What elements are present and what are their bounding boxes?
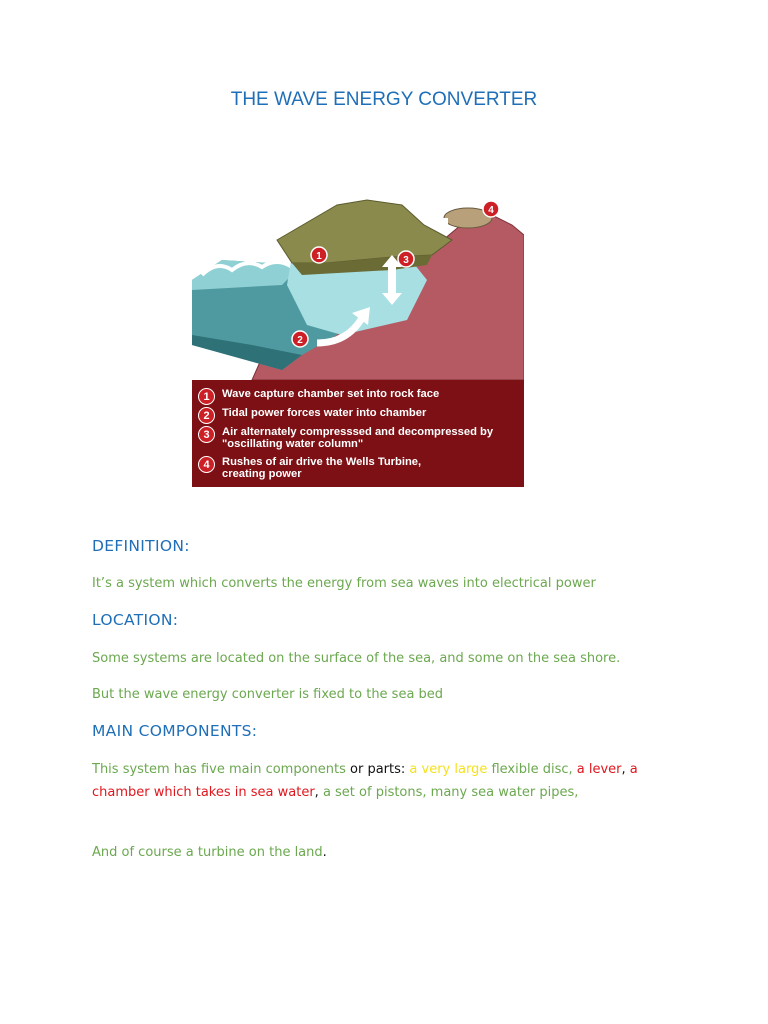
- definition-text: It’s a system which converts the energy from sea waves into electrical power: [92, 576, 596, 591]
- chamber-roof: [277, 200, 452, 263]
- or-parts-text: or parts: [350, 762, 401, 777]
- location-text-2: But the wave energy converter is fixed to the sea bed: [92, 687, 444, 702]
- lever-text: a lever: [576, 762, 622, 777]
- legend-item-3: [198, 426, 512, 450]
- marker-1: [311, 247, 327, 263]
- components-text: This system has five main components or parts: a very large flexible disc, a lever, a chamber which takes in sea water, a set of pistons, many sea water pipes,: [92, 762, 638, 800]
- page-title: THE WAVE ENERGY CONVERTER: [230, 89, 538, 110]
- components-text-2: And of course a turbine on the land.: [92, 845, 327, 860]
- legend-number: 4: [198, 456, 215, 473]
- diagram-illustration: [192, 185, 524, 380]
- svg-text:4: 4: [488, 205, 494, 216]
- diagram-legend: [192, 380, 524, 487]
- legend-item-2: [198, 407, 426, 424]
- marker-2: [292, 331, 308, 347]
- legend-item-1: [198, 388, 439, 405]
- svg-text:2: 2: [297, 335, 303, 346]
- very-large-text: a very large: [409, 762, 488, 777]
- legend-number: 2: [198, 407, 215, 424]
- legend-number: 1: [198, 388, 215, 405]
- definition-heading: DEFINITION:: [92, 537, 190, 555]
- legend-item-4: [198, 456, 452, 480]
- legend-text: Rushes of air drive the Wells Turbine, creating power: [222, 456, 422, 480]
- marker-3: [398, 251, 414, 267]
- legend-number: 3: [198, 426, 215, 443]
- components-heading: MAIN COMPONENTS:: [92, 722, 258, 740]
- legend-text: Wave capture chamber set into rock face: [222, 388, 440, 400]
- legend-text: Air alternately compresssed and decompressed by "oscillating water column": [222, 426, 494, 450]
- svg-text:3: 3: [403, 255, 409, 266]
- marker-4: [483, 201, 499, 217]
- legend-text: Tidal power forces water into chamber: [222, 407, 427, 419]
- svg-text:1: 1: [316, 251, 322, 262]
- location-heading: LOCATION:: [92, 611, 179, 629]
- location-text-1: Some systems are located on the surface of the sea, and some on the sea shore.: [92, 651, 621, 666]
- chamber-text: a chamber which takes in sea water: [92, 762, 638, 800]
